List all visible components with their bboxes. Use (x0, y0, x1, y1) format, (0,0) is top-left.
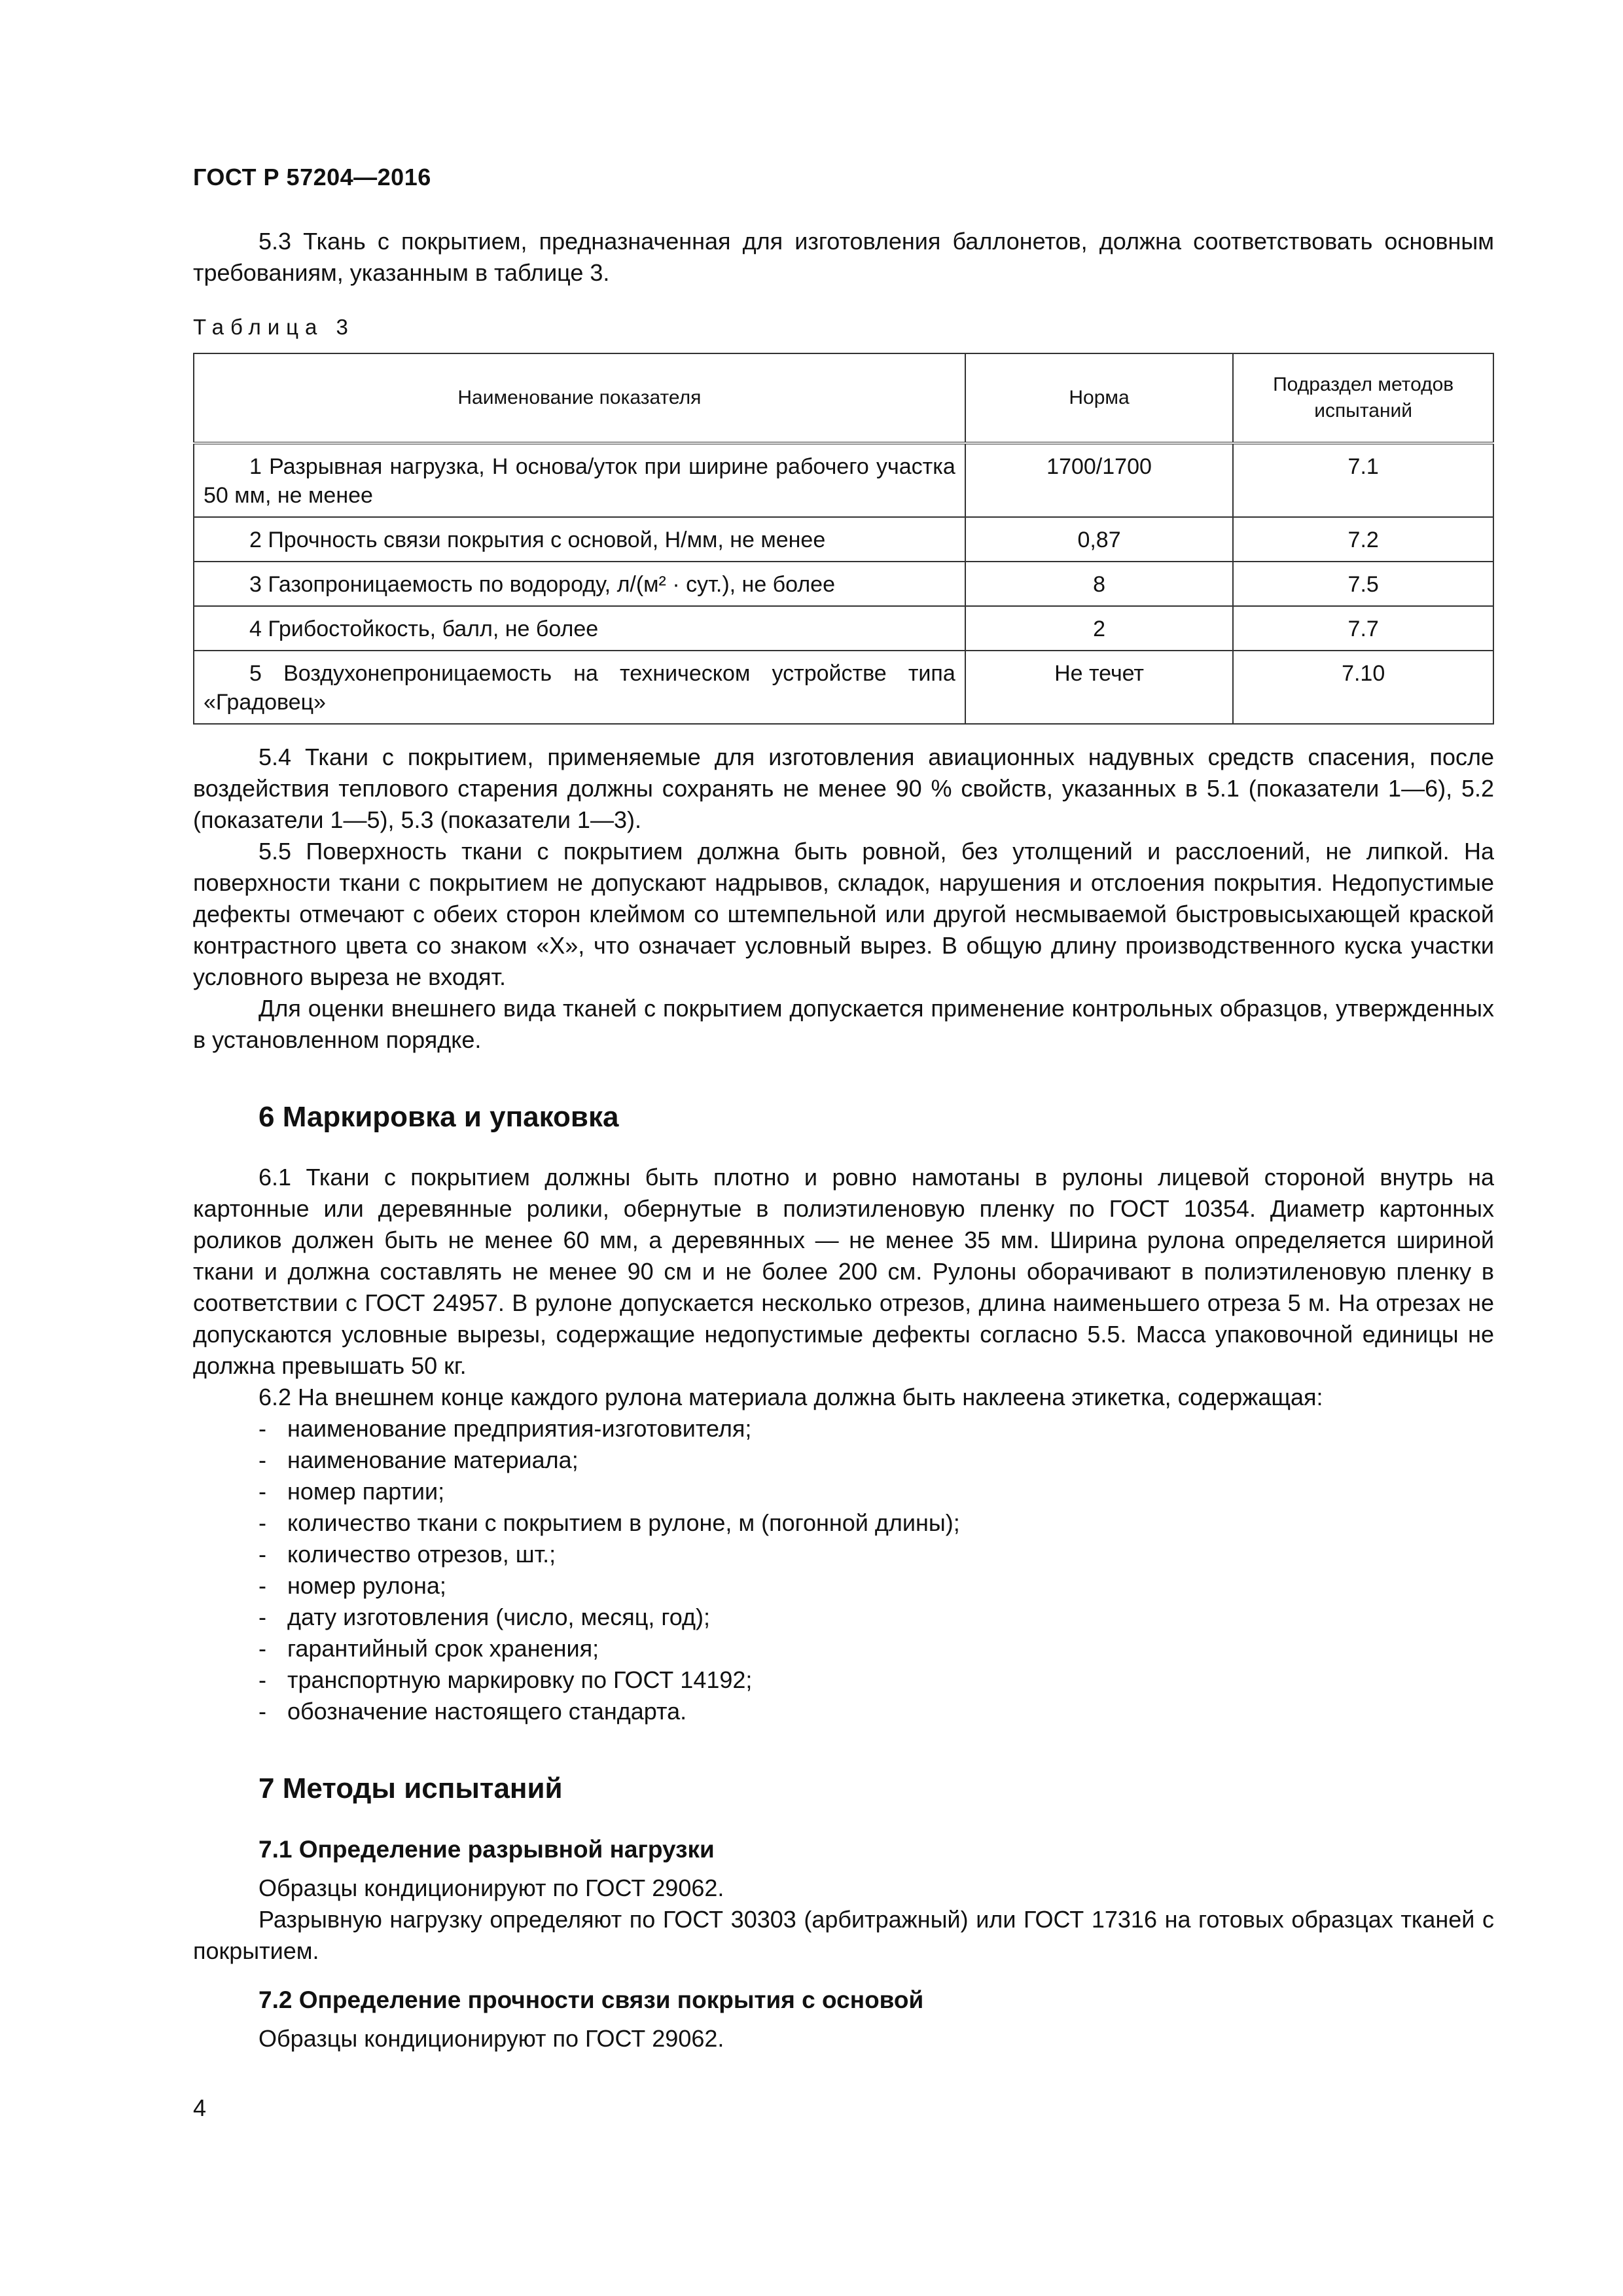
paragraph-6-1: 6.1 Ткани с покрытием должны быть плотно и ровно намотаны в рулоны лицевой стороной внутрь на картонные или деревянные ролики, обернутые в полиэтиленовую пленку по ГОСТ 10354. Диаметр картонных роликов должен быть не менее 60 мм, а деревянных — не менее 35 мм. Ширина рулона определяется шириной ткани и должна составлять не менее 90 см и не более 200 см. Рулоны оборачивают в полиэтиленовую пленку в соответствии с ГОСТ 24957. В рулоне допускается несколько отрезов, длина наименьшего отреза 5 м. На отрезах не допускаются условные вырезы, содержащие недопустимые дефекты согласно 5.5. Масса упаковочной единицы не должна превышать 50 кг. (193, 1164, 1494, 1379)
list-item (259, 1570, 1494, 1602)
list-item (259, 1413, 1494, 1444)
indicator-cell: 3 Газопроницаемость по водороду, л/(м² · сут.), не более (194, 562, 965, 606)
list-item (259, 1664, 1494, 1696)
list-marker: - (259, 1666, 266, 1693)
table-row (194, 562, 1493, 606)
indicator-cell: 4 Грибостойкость, балл, не более (194, 606, 965, 651)
list-item-text: наименование материала; (287, 1446, 579, 1473)
method-cell: 7.5 (1233, 562, 1493, 606)
table-row (194, 651, 1493, 724)
method-cell: 7.10 (1233, 651, 1493, 724)
norm-cell: 2 (965, 606, 1234, 651)
method-cell: 7.2 (1233, 517, 1493, 562)
list-marker: - (259, 1478, 266, 1505)
paragraph-7-1-conditioning: Образцы кондиционируют по ГОСТ 29062. (259, 1874, 724, 1901)
paragraph-5-4: 5.4 Ткани с покрытием, применяемые для изготовления авиационных надувных средств спасения, после воздействия теплового старения должны сохранять не менее 90 % свойств, указанных в 5.1 (показатели 1—6), 5.2 (показатели 1—5), 5.3 (показатели 1—3). (193, 744, 1494, 833)
norm-cell: 1700/1700 (965, 443, 1234, 517)
list-marker: - (259, 1509, 266, 1536)
list-marker: - (259, 1446, 266, 1473)
list-marker: - (259, 1635, 266, 1662)
paragraph-6-2: 6.2 На внешнем конце каждого рулона материала должна быть наклеена этикетка, содержащая: (259, 1384, 1323, 1410)
requirements-table (193, 353, 1494, 725)
table-row (194, 606, 1493, 651)
list-item-text: номер партии; (287, 1478, 445, 1505)
list-item (259, 1602, 1494, 1633)
table-caption: Таблица 3 (193, 315, 355, 339)
section-7-heading: 7 Методы испытаний (259, 1772, 563, 1804)
indicator-cell: 2 Прочность связи покрытия с основой, Н/мм, не менее (194, 517, 965, 562)
table-row (194, 517, 1493, 562)
indicator-cell: 1 Разрывная нагрузка, Н основа/уток при ширине рабочего участка 50 мм, не менее (194, 443, 965, 517)
list-marker: - (259, 1604, 266, 1630)
list-item (259, 1696, 1494, 1727)
table-header-row (194, 353, 1493, 443)
list-item (259, 1539, 1494, 1570)
column-header-method: Подраздел методов испытаний (1233, 353, 1493, 443)
method-cell: 7.7 (1233, 606, 1493, 651)
document-body (193, 226, 1494, 2054)
list-item (259, 1507, 1494, 1539)
list-item-text: гарантийный срок хранения; (287, 1635, 599, 1662)
paragraph-5-5-continued: Для оценки внешнего вида тканей с покрытием допускается применение контрольных образцов, утвержденных в установленном порядке. (193, 995, 1494, 1053)
paragraph-7-1-method: Разрывную нагрузку определяют по ГОСТ 30303 (арбитражный) или ГОСТ 17316 на готовых образцах тканей с покрытием. (193, 1906, 1494, 1964)
document-header: ГОСТ Р 57204—2016 (193, 164, 431, 190)
list-item (259, 1633, 1494, 1664)
list-marker: - (259, 1415, 266, 1442)
method-cell: 7.1 (1233, 443, 1493, 517)
label-contents-list (193, 1413, 1494, 1727)
list-marker: - (259, 1572, 266, 1599)
subsection-7-2-heading: 7.2 Определение прочности связи покрытия с основой (259, 1986, 924, 2013)
norm-cell: 8 (965, 562, 1234, 606)
list-item-text: количество отрезов, шт.; (287, 1541, 556, 1568)
subsection-7-1-heading: 7.1 Определение разрывной нагрузки (259, 1836, 715, 1863)
paragraph-5-5: 5.5 Поверхность ткани с покрытием должна быть ровной, без утолщений и расслоений, не липкой. На поверхности ткани с покрытием не допускают надрывов, складок, нарушения и отслоения покрытия. Недопустимые дефекты отмечают с обеих сторон клеймом со штемпельной или другой несмываемой быстровысыхающей краской контрастного цвета со знаком «Х», что означает условный вырез. В общую длину производственного куска участки условного выреза не входят. (193, 838, 1494, 990)
column-header-indicator: Наименование показателя (194, 353, 965, 443)
norm-cell: Не течет (965, 651, 1234, 724)
list-item-text: обозначение настоящего стандарта. (287, 1698, 687, 1725)
column-header-norm: Норма (965, 353, 1234, 443)
list-item-text: номер рулона; (287, 1572, 446, 1599)
list-item-text: транспортную маркировку по ГОСТ 14192; (287, 1666, 753, 1693)
list-marker: - (259, 1698, 266, 1725)
paragraph-5-3: 5.3 Ткань с покрытием, предназначенная для изготовления баллонетов, должна соответствовать основным требованиям, указанным в таблице 3. (193, 228, 1494, 286)
list-item (259, 1444, 1494, 1476)
norm-cell: 0,87 (965, 517, 1234, 562)
section-6-heading: 6 Маркировка и упаковка (259, 1101, 619, 1133)
list-marker: - (259, 1541, 266, 1568)
paragraph-7-2-conditioning: Образцы кондиционируют по ГОСТ 29062. (259, 2025, 724, 2052)
list-item-text: наименование предприятия-изготовителя; (287, 1415, 752, 1442)
table-row (194, 443, 1493, 517)
indicator-cell: 5 Воздухонепроницаемость на техническом устройстве типа «Градовец» (194, 651, 965, 724)
list-item (259, 1476, 1494, 1507)
list-item-text: дату изготовления (число, месяц, год); (287, 1604, 710, 1630)
list-item-text: количество ткани с покрытием в рулоне, м (погонной длины); (287, 1509, 960, 1536)
page-number: 4 (193, 2094, 207, 2121)
